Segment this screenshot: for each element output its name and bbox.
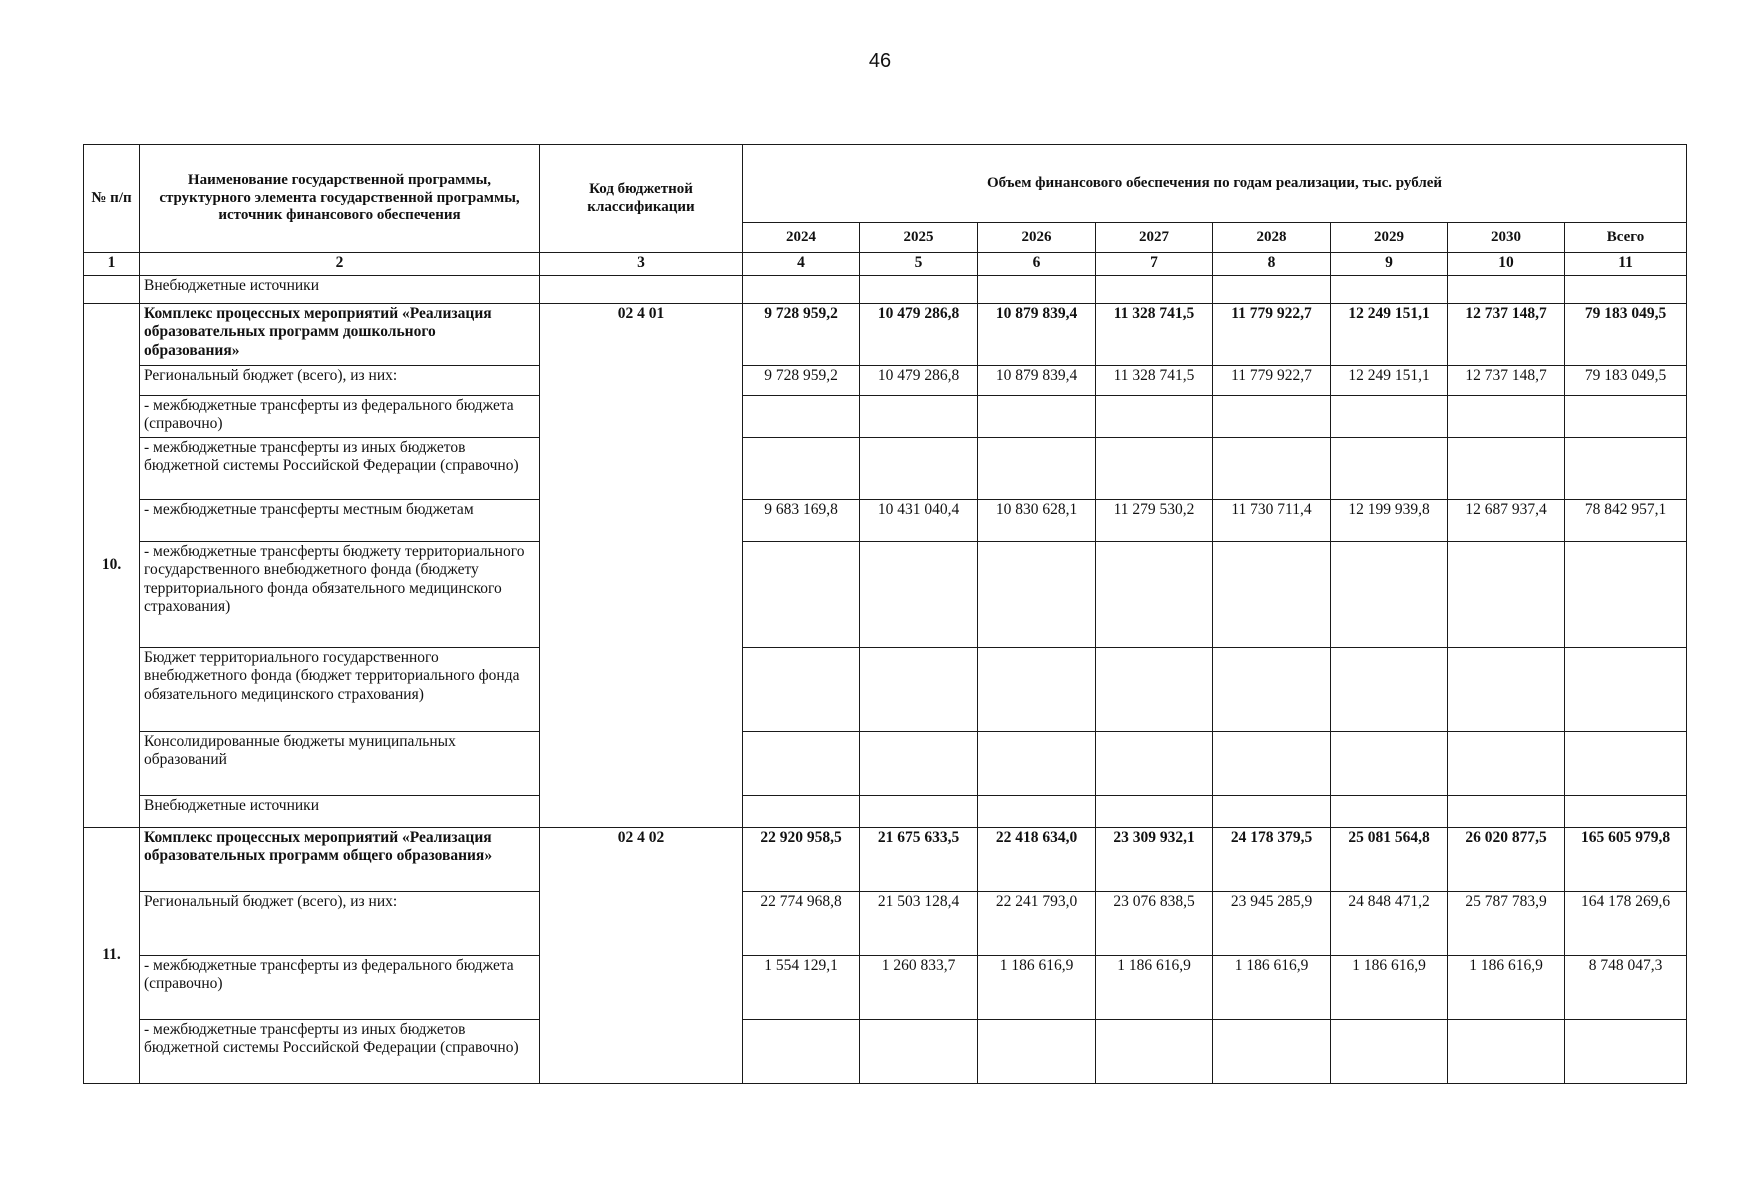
header-year: 2027 bbox=[1096, 223, 1213, 253]
column-number: 7 bbox=[1096, 253, 1213, 276]
value-cell bbox=[1565, 396, 1687, 438]
value-cell: 165 605 979,8 bbox=[1565, 828, 1687, 892]
row-name: Региональный бюджет (всего), из них: bbox=[140, 366, 540, 396]
header-year: 2025 bbox=[860, 223, 978, 253]
table-row bbox=[84, 1020, 1687, 1084]
row-index: 10. bbox=[84, 304, 140, 828]
empty-cell bbox=[1565, 276, 1687, 304]
value-cell: 10 879 839,4 bbox=[978, 366, 1096, 396]
table-row bbox=[84, 648, 1687, 732]
table-row bbox=[84, 956, 1687, 1020]
value-cell bbox=[743, 396, 860, 438]
value-cell bbox=[1331, 438, 1448, 500]
value-cell bbox=[978, 396, 1096, 438]
value-cell: 12 687 937,4 bbox=[1448, 500, 1565, 542]
value-cell: 1 260 833,7 bbox=[860, 956, 978, 1020]
value-cell bbox=[743, 438, 860, 500]
value-cell: 21 503 128,4 bbox=[860, 892, 978, 956]
value-cell bbox=[1096, 396, 1213, 438]
value-cell bbox=[978, 796, 1096, 828]
table-row bbox=[84, 438, 1687, 500]
value-cell bbox=[1565, 648, 1687, 732]
value-cell bbox=[1565, 542, 1687, 648]
header-year: 2026 bbox=[978, 223, 1096, 253]
value-cell: 22 920 958,5 bbox=[743, 828, 860, 892]
empty-cell bbox=[1448, 276, 1565, 304]
row-name: Комплекс процессных мероприятий «Реализация образовательных программ дошкольного образования» bbox=[140, 304, 540, 366]
value-cell bbox=[1565, 732, 1687, 796]
value-cell bbox=[743, 542, 860, 648]
value-cell: 12 249 151,1 bbox=[1331, 366, 1448, 396]
value-cell: 12 199 939,8 bbox=[1331, 500, 1448, 542]
value-cell: 10 479 286,8 bbox=[860, 366, 978, 396]
value-cell: 11 328 741,5 bbox=[1096, 304, 1213, 366]
column-number: 1 bbox=[84, 253, 140, 276]
value-cell bbox=[1448, 648, 1565, 732]
row-name: Бюджет территориального государственного внебюджетного фонда (бюджет территориального фонда обязательного медицинского страхования) bbox=[140, 648, 540, 732]
value-cell bbox=[1448, 438, 1565, 500]
value-cell: 79 183 049,5 bbox=[1565, 366, 1687, 396]
column-number: 3 bbox=[540, 253, 743, 276]
value-cell bbox=[743, 732, 860, 796]
value-cell: 26 020 877,5 bbox=[1448, 828, 1565, 892]
column-number: 11 bbox=[1565, 253, 1687, 276]
value-cell: 22 774 968,8 bbox=[743, 892, 860, 956]
financing-table bbox=[83, 144, 1687, 1084]
value-cell bbox=[1448, 1020, 1565, 1084]
value-cell: 1 186 616,9 bbox=[1448, 956, 1565, 1020]
value-cell bbox=[1448, 732, 1565, 796]
value-cell bbox=[1213, 542, 1331, 648]
value-cell: 10 830 628,1 bbox=[978, 500, 1096, 542]
value-cell bbox=[1448, 396, 1565, 438]
table-row bbox=[84, 542, 1687, 648]
row-index: 11. bbox=[84, 828, 140, 1084]
column-number: 2 bbox=[140, 253, 540, 276]
column-number: 4 bbox=[743, 253, 860, 276]
value-cell bbox=[978, 732, 1096, 796]
value-cell bbox=[860, 796, 978, 828]
value-cell bbox=[860, 732, 978, 796]
value-cell: 23 309 932,1 bbox=[1096, 828, 1213, 892]
value-cell bbox=[1213, 796, 1331, 828]
value-cell bbox=[978, 1020, 1096, 1084]
empty-cell bbox=[540, 276, 743, 304]
value-cell bbox=[860, 396, 978, 438]
value-cell: 1 186 616,9 bbox=[1096, 956, 1213, 1020]
value-cell: 25 081 564,8 bbox=[1331, 828, 1448, 892]
empty-cell bbox=[84, 276, 140, 304]
value-cell bbox=[1213, 396, 1331, 438]
row-name: - межбюджетные трансферты из федерального бюджета (справочно) bbox=[140, 396, 540, 438]
column-number: 10 bbox=[1448, 253, 1565, 276]
column-number: 6 bbox=[978, 253, 1096, 276]
value-cell bbox=[860, 438, 978, 500]
value-cell bbox=[1096, 732, 1213, 796]
value-cell: 11 328 741,5 bbox=[1096, 366, 1213, 396]
empty-cell bbox=[1213, 276, 1331, 304]
value-cell: 22 241 793,0 bbox=[978, 892, 1096, 956]
column-numbers-row bbox=[84, 253, 1687, 276]
value-cell: 25 787 783,9 bbox=[1448, 892, 1565, 956]
table-row bbox=[84, 276, 1687, 304]
budget-code: 02 4 01 bbox=[540, 304, 743, 828]
row-name: - межбюджетные трансферты из федерального бюджета (справочно) bbox=[140, 956, 540, 1020]
row-name: Внебюджетные источники bbox=[140, 276, 540, 304]
empty-cell bbox=[1331, 276, 1448, 304]
value-cell: 10 879 839,4 bbox=[978, 304, 1096, 366]
value-cell: 164 178 269,6 bbox=[1565, 892, 1687, 956]
value-cell bbox=[860, 542, 978, 648]
value-cell bbox=[1331, 542, 1448, 648]
value-cell: 1 554 129,1 bbox=[743, 956, 860, 1020]
table-row bbox=[84, 828, 1687, 892]
empty-cell bbox=[978, 276, 1096, 304]
value-cell: 79 183 049,5 bbox=[1565, 304, 1687, 366]
table-row bbox=[84, 366, 1687, 396]
value-cell: 78 842 957,1 bbox=[1565, 500, 1687, 542]
row-name: - межбюджетные трансферты бюджету территориального государственного внебюджетного фонда (бюджету территориального фонда обязательного медицинского страхования) bbox=[140, 542, 540, 648]
row-name: - межбюджетные трансферты из иных бюджетов бюджетной системы Российской Федерации (справочно) bbox=[140, 438, 540, 500]
column-number: 5 bbox=[860, 253, 978, 276]
value-cell bbox=[1096, 648, 1213, 732]
value-cell bbox=[1565, 438, 1687, 500]
table-row bbox=[84, 732, 1687, 796]
budget-code: 02 4 02 bbox=[540, 828, 743, 1084]
value-cell bbox=[743, 648, 860, 732]
header-year: 2024 bbox=[743, 223, 860, 253]
value-cell bbox=[1331, 1020, 1448, 1084]
value-cell bbox=[1213, 732, 1331, 796]
value-cell bbox=[1096, 796, 1213, 828]
value-cell bbox=[1096, 438, 1213, 500]
header-year: 2030 bbox=[1448, 223, 1565, 253]
value-cell bbox=[1565, 796, 1687, 828]
value-cell: 9 728 959,2 bbox=[743, 366, 860, 396]
value-cell bbox=[978, 438, 1096, 500]
value-cell: 1 186 616,9 bbox=[1331, 956, 1448, 1020]
header-year: 2028 bbox=[1213, 223, 1331, 253]
value-cell: 24 178 379,5 bbox=[1213, 828, 1331, 892]
value-cell bbox=[743, 1020, 860, 1084]
value-cell: 1 186 616,9 bbox=[978, 956, 1096, 1020]
value-cell: 12 737 148,7 bbox=[1448, 304, 1565, 366]
value-cell: 12 737 148,7 bbox=[1448, 366, 1565, 396]
row-name: Внебюджетные источники bbox=[140, 796, 540, 828]
value-cell: 9 683 169,8 bbox=[743, 500, 860, 542]
value-cell: 1 186 616,9 bbox=[1213, 956, 1331, 1020]
header-num: № п/п bbox=[84, 145, 140, 253]
column-number: 9 bbox=[1331, 253, 1448, 276]
header-year: 2029 bbox=[1331, 223, 1448, 253]
header-total: Всего bbox=[1565, 223, 1687, 253]
value-cell: 23 076 838,5 bbox=[1096, 892, 1213, 956]
value-cell: 21 675 633,5 bbox=[860, 828, 978, 892]
value-cell bbox=[1448, 542, 1565, 648]
value-cell: 23 945 285,9 bbox=[1213, 892, 1331, 956]
row-name: - межбюджетные трансферты из иных бюджетов бюджетной системы Российской Федерации (справочно) bbox=[140, 1020, 540, 1084]
empty-cell bbox=[860, 276, 978, 304]
table-row bbox=[84, 304, 1687, 366]
value-cell bbox=[978, 542, 1096, 648]
value-cell: 22 418 634,0 bbox=[978, 828, 1096, 892]
value-cell bbox=[978, 648, 1096, 732]
value-cell: 11 779 922,7 bbox=[1213, 366, 1331, 396]
value-cell: 11 279 530,2 bbox=[1096, 500, 1213, 542]
header-volume: Объем финансового обеспечения по годам реализации, тыс. рублей bbox=[743, 145, 1687, 223]
value-cell: 12 249 151,1 bbox=[1331, 304, 1448, 366]
value-cell bbox=[1331, 796, 1448, 828]
value-cell bbox=[1096, 542, 1213, 648]
value-cell: 10 431 040,4 bbox=[860, 500, 978, 542]
value-cell: 10 479 286,8 bbox=[860, 304, 978, 366]
value-cell bbox=[1331, 396, 1448, 438]
value-cell bbox=[860, 1020, 978, 1084]
row-name: Консолидированные бюджеты муниципальных образований bbox=[140, 732, 540, 796]
value-cell: 11 730 711,4 bbox=[1213, 500, 1331, 542]
header-name: Наименование государственной программы, структурного элемента государственной программы, источник финансового обеспечения bbox=[140, 145, 540, 253]
value-cell bbox=[1213, 648, 1331, 732]
value-cell: 9 728 959,2 bbox=[743, 304, 860, 366]
value-cell bbox=[1213, 1020, 1331, 1084]
value-cell bbox=[743, 796, 860, 828]
row-name: Региональный бюджет (всего), из них: bbox=[140, 892, 540, 956]
value-cell bbox=[1331, 732, 1448, 796]
header-code: Код бюджетной классификации bbox=[540, 145, 743, 253]
value-cell bbox=[1096, 1020, 1213, 1084]
value-cell bbox=[860, 648, 978, 732]
page-number: 46 bbox=[868, 50, 892, 72]
table-row bbox=[84, 396, 1687, 438]
value-cell bbox=[1331, 648, 1448, 732]
row-name: - межбюджетные трансферты местным бюджетам bbox=[140, 500, 540, 542]
value-cell: 8 748 047,3 bbox=[1565, 956, 1687, 1020]
table-row bbox=[84, 892, 1687, 956]
value-cell: 24 848 471,2 bbox=[1331, 892, 1448, 956]
table-row bbox=[84, 796, 1687, 828]
table-row bbox=[84, 500, 1687, 542]
column-number: 8 bbox=[1213, 253, 1331, 276]
value-cell: 11 779 922,7 bbox=[1213, 304, 1331, 366]
value-cell bbox=[1448, 796, 1565, 828]
empty-cell bbox=[743, 276, 860, 304]
value-cell bbox=[1565, 1020, 1687, 1084]
value-cell bbox=[1213, 438, 1331, 500]
empty-cell bbox=[1096, 276, 1213, 304]
row-name: Комплекс процессных мероприятий «Реализация образовательных программ общего образования» bbox=[140, 828, 540, 892]
